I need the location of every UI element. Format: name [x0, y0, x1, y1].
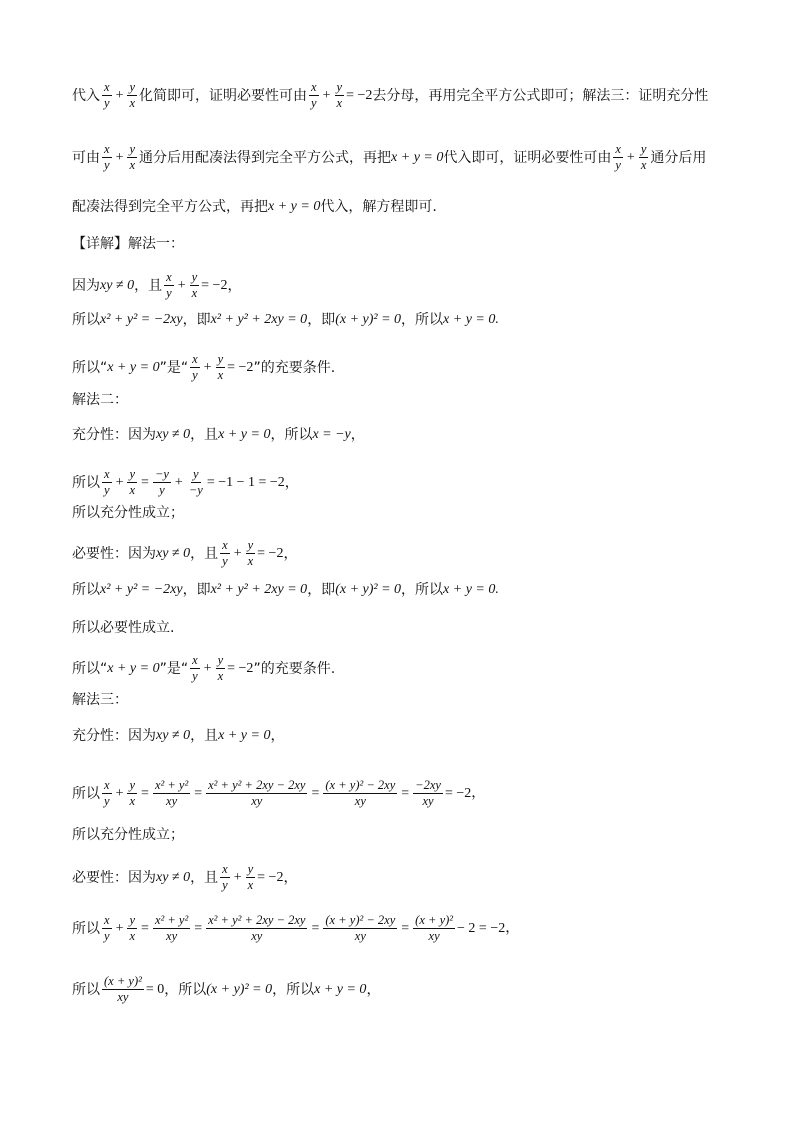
equation: x + y = 0 — [268, 199, 321, 214]
equation: xy ≠ 0 — [156, 545, 191, 561]
plus-sign: + — [177, 277, 186, 293]
plus-sign: + — [203, 660, 212, 676]
text: ， — [283, 545, 298, 562]
equals-sign: = — [311, 920, 320, 936]
fraction: $\frac{y}{x}$ — [129, 467, 136, 497]
equation: x + y = 0 — [107, 660, 160, 676]
equation: x + y = 0 — [391, 149, 444, 165]
text: 代入即可，证明必要性可由 — [443, 149, 612, 166]
fraction: $\frac{x}{y}$ — [104, 778, 110, 808]
text: ，且 — [190, 545, 219, 562]
text: ”的充要条件. — [253, 359, 336, 376]
plus-sign: + — [115, 474, 124, 490]
text: ”的充要条件. — [253, 660, 336, 677]
fraction: $\frac{y}{x}$ — [191, 270, 198, 300]
fraction: $\frac{y}{x}$ — [247, 862, 254, 892]
fraction: $\frac{y}{x}$ — [217, 352, 224, 382]
text: ，即 — [307, 582, 336, 598]
equation: x² + y² + 2xy = 0 — [210, 582, 308, 597]
equals-sign: = — [194, 785, 203, 801]
fraction: $\frac{\text{(x + y)²}}{xy}$ — [415, 913, 454, 943]
method3-necessity-line-3 — [72, 974, 734, 1005]
text: 所以 — [72, 474, 100, 491]
text: ， — [284, 474, 299, 491]
fraction: $\frac{y}{-y}$ — [188, 467, 203, 497]
equation: = −2 — [257, 545, 284, 561]
fraction: $\frac{\text{x² + y² + 2xy − 2xy}}{xy}$ — [208, 778, 306, 808]
text: ， — [283, 869, 298, 886]
fraction: $\frac{y}{x}$ — [129, 913, 136, 943]
equation: x + y = 0 — [107, 359, 160, 375]
fraction: $\frac{\text{(x + y)²}}{xy}$ — [104, 974, 142, 1004]
fraction: $\frac{y}{x}$ — [129, 778, 136, 808]
detail-label — [72, 234, 734, 254]
text: ，且 — [190, 869, 219, 886]
method2-necessity-line-1 — [72, 538, 734, 569]
text: 化简即可，证明必要性可由 — [139, 87, 308, 104]
text: ， — [350, 427, 365, 443]
equation: = −2， — [444, 785, 486, 801]
fraction: $\frac{x}{y}$ — [311, 80, 317, 110]
equation: x + y = 0 — [218, 427, 271, 442]
text: 通分后用配凑法得到完全平方公式，再把 — [139, 149, 392, 166]
method2-conclusion — [72, 653, 734, 684]
text: ”是“ — [159, 660, 189, 677]
text: ， — [227, 277, 242, 294]
fraction: $\frac{-y}{y}$ — [154, 467, 169, 497]
method3-necessity-line-2 — [72, 913, 734, 944]
equation: = −2 — [201, 277, 228, 293]
equation: x² + y² + 2xy = 0 — [210, 312, 308, 327]
intro-line-3 — [72, 197, 734, 217]
equation: = −2 — [227, 359, 254, 375]
fraction: $\frac{x}{y}$ — [222, 538, 228, 568]
equation: = −2 — [257, 869, 284, 885]
intro-line-1 — [72, 80, 734, 111]
text: 代入，解方程即可. — [320, 199, 437, 215]
section-heading: 解法三： — [72, 692, 128, 708]
text: ，即 — [307, 312, 336, 328]
fraction: $\frac{y}{x}$ — [336, 80, 343, 110]
equation: x² + y² = −2xy — [100, 582, 183, 597]
method3-necessity-line-1 — [72, 862, 734, 893]
method1-conclusion — [72, 352, 734, 383]
text: 所以 — [72, 312, 100, 328]
equation: = −1 − 1 = −2 — [206, 474, 285, 490]
fraction: $\frac{y}{x}$ — [129, 80, 136, 110]
text: 所以充分性成立； — [72, 827, 184, 843]
text: 所以“ — [72, 359, 108, 376]
plus-sign: + — [174, 474, 183, 490]
fraction: $\frac{x}{y}$ — [104, 80, 110, 110]
text: 充分性：因为 — [72, 427, 156, 443]
text: 所以充分性成立； — [72, 505, 184, 521]
text: ，且 — [134, 277, 163, 294]
text: ， — [366, 981, 381, 998]
method1-line-1 — [72, 270, 734, 301]
method2-sufficiency-conclusion — [72, 503, 734, 523]
method2-sufficiency-line-2 — [72, 467, 734, 498]
fraction: $\frac{x}{y}$ — [192, 352, 198, 382]
fraction: $\frac{x}{y}$ — [615, 142, 621, 172]
method2-necessity-line-2 — [72, 580, 734, 600]
text: ，且 — [190, 728, 219, 744]
plus-sign: + — [115, 149, 124, 165]
equals-sign: = — [311, 785, 320, 801]
fraction: $\frac{x}{y}$ — [222, 862, 228, 892]
fraction: $\frac{\text{x² + y²}}{xy}$ — [154, 778, 189, 808]
equation: xy ≠ 0 — [156, 427, 191, 442]
plus-sign: + — [203, 359, 212, 375]
fraction: $\frac{\text{x² + y²}}{xy}$ — [154, 913, 189, 943]
text: ，所以 — [270, 427, 313, 443]
text: 所以“ — [72, 660, 108, 677]
equation: x + y = 0 — [218, 728, 271, 743]
method3-sufficiency-line-2 — [72, 778, 734, 809]
method1-line-2 — [72, 310, 734, 330]
plus-sign: + — [626, 149, 635, 165]
method3-label — [72, 690, 734, 710]
text: ，所以 — [401, 312, 444, 328]
fraction: $\frac{\text{(x + y)² − 2xy}}{xy}$ — [325, 778, 396, 808]
equation: (x + y)² = 0 — [335, 582, 402, 597]
method2-label — [72, 390, 734, 410]
fraction: $\frac{y}{x}$ — [217, 653, 224, 683]
fraction: $\frac{x}{y}$ — [104, 142, 110, 172]
fraction: $\frac{-2xy}{xy}$ — [415, 778, 441, 808]
text: 所以 — [72, 981, 100, 998]
text: ，所以 — [272, 981, 315, 998]
text: 所以 — [72, 582, 100, 598]
plus-sign: + — [115, 785, 124, 801]
text: ，即 — [182, 312, 211, 328]
equation: = −2 — [346, 87, 373, 103]
method2-sufficiency-line-1 — [72, 425, 734, 445]
fraction: $\frac{\text{x² + y² + 2xy − 2xy}}{xy}$ — [208, 913, 306, 943]
text: 充分性：因为 — [72, 728, 156, 744]
text: 通分后用 — [650, 149, 707, 166]
fraction: $\frac{y}{x}$ — [129, 142, 136, 172]
text: 可由 — [72, 149, 100, 166]
plus-sign: + — [115, 920, 124, 936]
method3-sufficiency-line-1 — [72, 726, 734, 746]
equals-sign: = — [141, 474, 149, 490]
text: ，所以 — [164, 981, 207, 998]
text: 因为 — [72, 277, 100, 294]
text: 配凑法得到完全平方公式，再把 — [72, 199, 268, 215]
plus-sign: + — [233, 545, 242, 561]
text: ， — [270, 728, 285, 744]
method3-sufficiency-conclusion — [72, 825, 734, 845]
equals-sign: = — [194, 920, 203, 936]
text: 所以 — [72, 920, 100, 937]
equation: x + y = 0 — [314, 981, 367, 997]
text: 所以 — [72, 785, 100, 802]
equation: x + y = 0. — [443, 582, 499, 597]
equation: = −2 — [227, 660, 254, 676]
equation: (x + y)² = 0 — [335, 312, 402, 327]
equation: x = −y — [312, 427, 351, 442]
fraction: $\frac{x}{y}$ — [104, 467, 110, 497]
equation: x² + y² = −2xy — [100, 312, 183, 327]
plus-sign: + — [322, 87, 331, 103]
equals-sign: = — [141, 785, 149, 801]
fraction: $\frac{x}{y}$ — [166, 270, 172, 300]
equation: = 0 — [145, 981, 165, 997]
equation: xy ≠ 0 — [100, 277, 135, 293]
text: ，即 — [182, 582, 211, 598]
plus-sign: + — [115, 87, 124, 103]
equation: (x + y)² = 0 — [206, 981, 273, 997]
equation: − 2 = −2， — [457, 920, 520, 936]
equation: xy ≠ 0 — [156, 869, 191, 885]
text: 所以必要性成立. — [72, 620, 175, 636]
text: 代入 — [72, 87, 100, 104]
section-heading: 解法二： — [72, 392, 128, 408]
text: ，且 — [190, 427, 219, 443]
text: ，所以 — [401, 582, 444, 598]
text: ”是“ — [159, 359, 189, 376]
fraction: $\frac{x}{y}$ — [192, 653, 198, 683]
text: 去分母，再用完全平方公式即可；解法三：证明充分性 — [372, 87, 709, 104]
equals-sign: = — [141, 920, 149, 936]
text: 必要性：因为 — [72, 545, 156, 562]
equation: xy ≠ 0 — [156, 728, 191, 743]
fraction: $\frac{\text{(x + y)² − 2xy}}{xy}$ — [325, 913, 396, 943]
text: 必要性：因为 — [72, 869, 156, 886]
fraction: $\frac{x}{y}$ — [104, 913, 110, 943]
intro-line-2 — [72, 142, 734, 173]
equals-sign: = — [401, 920, 410, 936]
fraction: $\frac{y}{x}$ — [640, 142, 647, 172]
equals-sign: = — [401, 785, 410, 801]
fraction: $\frac{y}{x}$ — [247, 538, 254, 568]
plus-sign: + — [233, 869, 242, 885]
equation: x + y = 0. — [443, 312, 499, 327]
section-heading: 【详解】解法一： — [72, 236, 184, 252]
method2-necessity-conclusion — [72, 618, 734, 638]
